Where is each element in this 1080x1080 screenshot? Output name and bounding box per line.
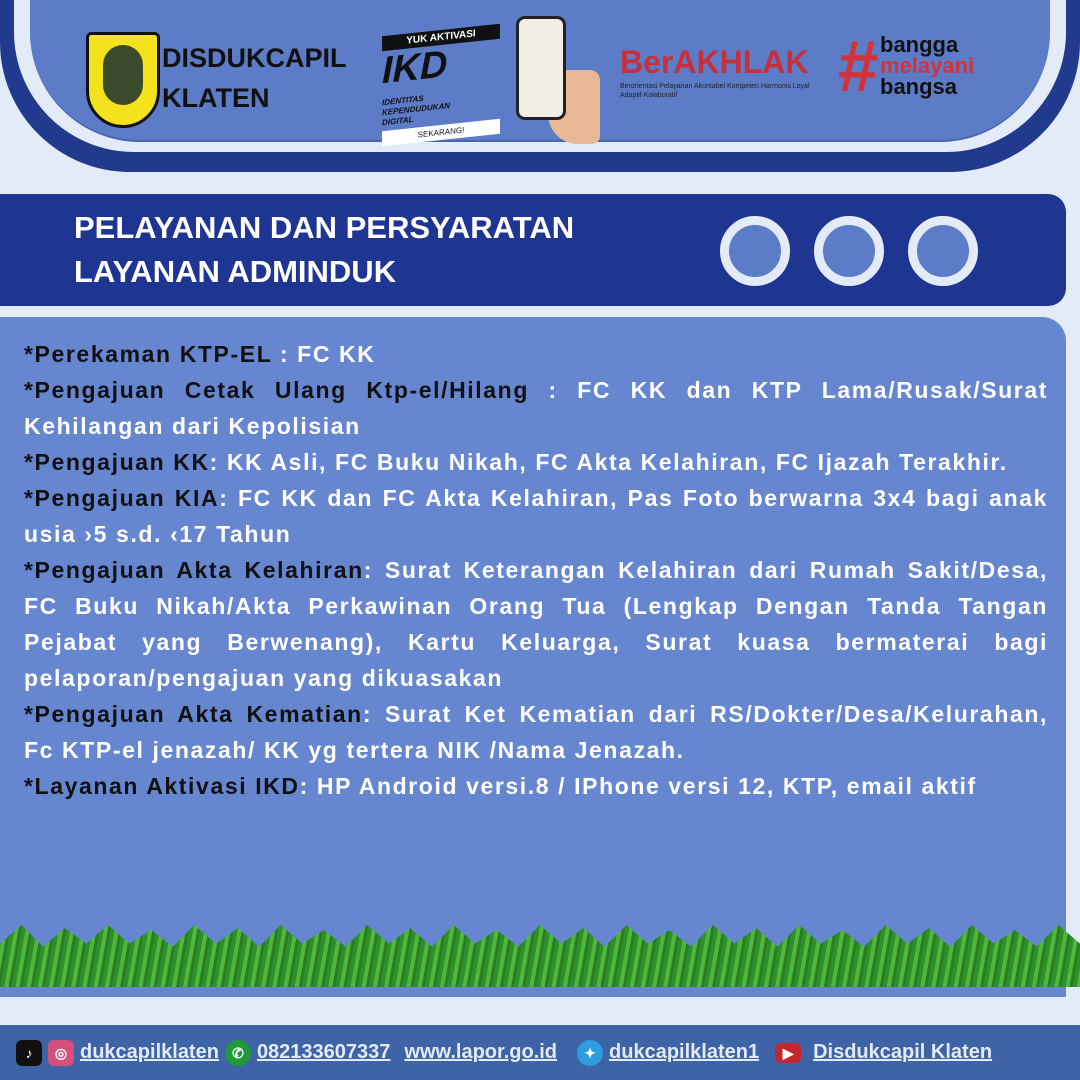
ikd-big: IKD (382, 43, 448, 93)
title-line2: LAYANAN ADMINDUK (74, 254, 397, 289)
twitter-icon[interactable]: ✦ (577, 1040, 603, 1066)
org-line1: DISDUKCAPIL (162, 43, 347, 73)
list-item (24, 480, 1048, 552)
lapor-link[interactable]: www.lapor.go.id (404, 1041, 558, 1063)
berakhlak-logo: BerAKHLAK (620, 44, 809, 80)
requirements-list (24, 336, 1048, 804)
item-label: *Pengajuan KIA (24, 485, 220, 511)
youtube-link[interactable]: Disdukcapil Klaten (813, 1041, 993, 1063)
youtube-icon[interactable]: ▶ (775, 1043, 801, 1063)
item-label: *Pengajuan KK (24, 449, 210, 475)
item-text: : HP Android versi.8 / IPhone versi 12, KTP, email aktif (299, 773, 977, 799)
hashtag-icon: # (838, 27, 879, 107)
instagram-link[interactable]: dukcapilklaten (80, 1041, 219, 1063)
bangga-word: bangga (880, 32, 959, 57)
decor-circle (720, 216, 790, 286)
title-line1: PELAYANAN DAN PERSYARATAN (74, 210, 575, 245)
list-item (24, 444, 1048, 480)
tiktok-icon[interactable]: ♪ (16, 1040, 42, 1066)
ikd-promo (382, 24, 500, 140)
org-line2: KLATEN (162, 83, 270, 113)
bangsa-word: bangsa (880, 74, 958, 99)
ikd-bottom: SEKARANG! (382, 119, 500, 146)
list-item (24, 336, 1048, 372)
item-text: : Surat Ket Kematian dari RS/Dokter/Desa/Kelurahan, Fc KTP-el jenazah/ KK yg tertera NIK /Nama Jenazah. (24, 701, 1048, 763)
twitter-link[interactable]: dukcapilklaten1 (609, 1041, 760, 1063)
item-text: : FC KK dan FC Akta Kelahiran, Pas Foto berwarna 3x4 bagi anak usia ›5 s.d. ‹17 Tahun (24, 485, 1048, 547)
item-label: *Pengajuan Cetak Ulang Ktp-el/Hilang (24, 377, 529, 403)
bangga-melayani-bangsa-logo (880, 34, 974, 97)
item-text: : KK Asli, FC Buku Nikah, FC Akta Kelahiran, FC Ijazah Terakhir. (209, 449, 1008, 475)
org-name (162, 38, 347, 118)
item-label: *Pengajuan Akta Kematian (24, 701, 363, 727)
list-item (24, 768, 1048, 804)
ikd-top: YUK AKTIVASI (382, 24, 500, 51)
item-label: *Layanan Aktivasi IKD (24, 773, 300, 799)
list-item (24, 552, 1048, 696)
item-label: *Pengajuan Akta Kelahiran (24, 557, 364, 583)
berakhlak-tagline: Berorientasi Pelayanan Akuntabel Kompeten Harmonis Loyal Adaptif Kolaboratif (620, 83, 810, 99)
decor-circle (814, 216, 884, 286)
list-item (24, 372, 1048, 444)
item-label: *Perekaman KTP-EL (24, 341, 272, 367)
klaten-emblem-logo (86, 32, 160, 128)
item-text: : FC KK (271, 341, 376, 367)
instagram-icon[interactable]: ◎ (48, 1040, 74, 1066)
decor-circle (908, 216, 978, 286)
item-text: : Surat Keterangan Kelahiran dari Rumah Sakit/Desa, FC Buku Nikah/Akta Perkawinan Orang Tua (Lengkap Dengan Tanda Tangan Pejabat yang Berwenang), Kartu Keluarga, Surat kuasa bermaterai bagi pelaporan/pengajuan yang dikuasakan (24, 557, 1048, 691)
melayani-word: melayani (880, 53, 975, 78)
whatsapp-icon[interactable]: ✆ (225, 1040, 251, 1066)
list-item (24, 696, 1048, 768)
phone-image (516, 16, 566, 120)
item-text: : FC KK dan KTP Lama/Rusak/Surat Kehilangan dari Kepolisian (24, 377, 1049, 439)
whatsapp-link[interactable]: 082133607337 (256, 1041, 391, 1063)
ikd-sub: IDENTITAS KEPENDUDUKAN DIGITAL (382, 93, 451, 128)
footer-social-bar (0, 1025, 1080, 1080)
page-title (74, 206, 574, 294)
